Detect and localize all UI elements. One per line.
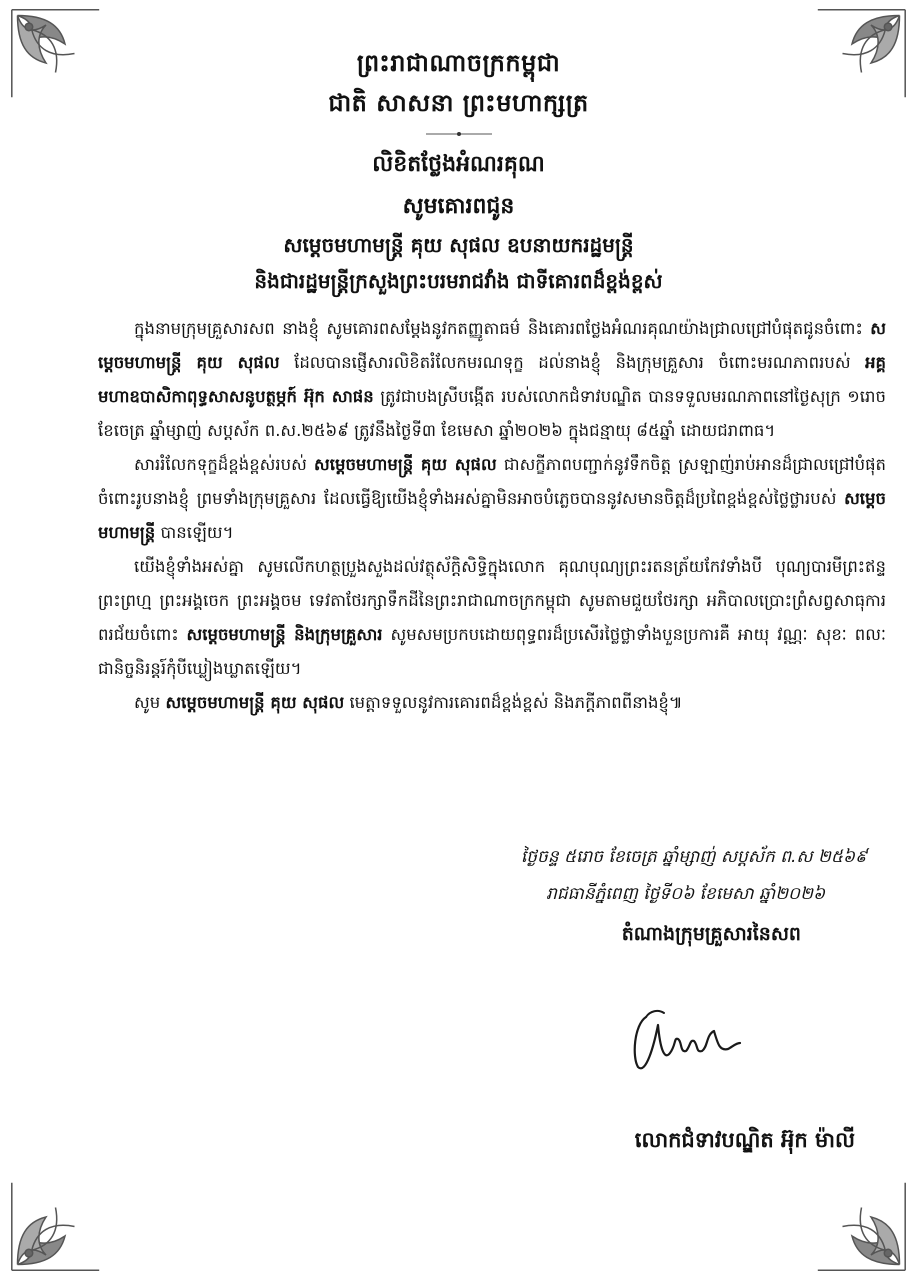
recipient-line-1: សម្តេចមហាមន្ត្រី គុយ សុផល ឧបនាយករដ្ឋមន្ត្រី bbox=[283, 233, 634, 257]
p1-text-a: ក្នុងនាមក្រុមគ្រួសារសព នាងខ្ញុំ សូមគោរពសម្តែងនូវកតញ្ញូតាធម៌ និងគោរពថ្លែងអំណរគុណយ៉ាងជ្រាលជ្រៅបំផុតជូនចំពោះ bbox=[134, 319, 863, 338]
handwritten-signature bbox=[624, 995, 744, 1085]
place-and-date: រាជធានីភ្នំពេញ ថ្ងៃទី០៦ ខែមេសា ឆ្នាំ២០២៦ bbox=[546, 884, 825, 904]
p4-recipient-name: សម្តេចមហាមន្ត្រី គុយ សុផល bbox=[165, 693, 345, 712]
p1-text-e: ត្រូវជាបងស្រីបង្កើត របស់លោកជំទាវបណ្ឌិត បានទទួលមរណភាពនៅថ្ងៃសុក្រ ១រោច ខែចេត្រ ឆ្នាំម្សាញ់ សប្តស័ក ព.ស.២៥៦៩ ត្រូវនឹងថ្ងៃទី៣ ខែមេសា ឆ្នាំ២០២៦ ក្នុងជន្មាយុ ៨៥ឆ្នាំ ដោយជរាពាធ។ bbox=[98, 387, 886, 440]
p3-text-a: យើងខ្ញុំទាំងអស់គ្នា សូមលើកហត្ថប្រួងសួងដល់វត្ថុស័ក្តិសិទ្ធិក្នុងលោក គុណបុណ្យព្រះរតនត្រ័យកែវទាំងបី បុណ្យបារមីព្រះឥន្ទ ព្រះព្រហ្ម ព្រះអង្គចេក ព្រះអង្គចម ទេវតាថែរក្សាទឹកដីនៃព្រះរាជាណាចក្រកម្ពុជា សូមតាមជួយថែរក្សា អភិបាលប្រោះព្រំសព្វសាធុការពរជ័យចំពោះ bbox=[98, 557, 886, 644]
p3-text-c: សូមសមប្រកបដោយពុទ្ធពរដ៏ប្រសើរថ្លៃថ្លាទាំងបួនប្រការគឺ អាយុ វណ្ណៈ សុខៈ ពលៈ ជានិច្ចនិរន្តរ៍កុំបីឃ្លៀងឃ្លាតឡើយ។ bbox=[98, 625, 886, 678]
ornamental-divider bbox=[424, 131, 494, 137]
on-behalf-of-family: តំណាងក្រុមគ្រួសារនៃសព bbox=[621, 923, 801, 945]
p1-deceased-name: អគ្គមហាឧបាសិកាពុទ្ធសាសនូបត្ថម្ភក៍ អ៊ុក សាផន bbox=[98, 353, 887, 406]
paragraph-1 bbox=[98, 312, 886, 448]
salutation: សូមគោរពជូន bbox=[402, 194, 515, 219]
paragraph-4 bbox=[98, 686, 886, 720]
signer-name: លោកជំទាវបណ្ឌិត អ៊ុក ម៉ាលី bbox=[634, 1128, 855, 1152]
motto-header: ជាតិ សាសនា ព្រះមហាក្សត្រ bbox=[328, 89, 589, 117]
corner-ornament-bottom-left bbox=[8, 1179, 103, 1274]
recipient-line-2: និងជារដ្ឋមន្ត្រីក្រសួងព្រះបរមរាជវាំង ជាទីគោរពដ៏ខ្ពង់ខ្ពស់ bbox=[254, 269, 663, 293]
p2-recipient-name: សម្តេចមហាមន្ត្រី គុយ សុផល bbox=[314, 455, 497, 474]
p4-text-c: មេត្តាទទួលនូវការគោរពដ៏ខ្ពង់ខ្ពស់ និងភក្តីភាពពីនាងខ្ញុំ៕ bbox=[349, 693, 683, 712]
paragraph-2 bbox=[98, 448, 886, 550]
paragraph-3 bbox=[98, 550, 886, 686]
p2-text-e: បានឡើយ។ bbox=[160, 523, 234, 542]
p3-recipient-family: សម្តេចមហាមន្ត្រី និងក្រុមគ្រួសារ bbox=[186, 625, 383, 644]
kingdom-header: ព្រះរាជាណាចក្រកម្ពុជា bbox=[356, 49, 561, 77]
letter-body bbox=[98, 312, 886, 720]
corner-ornament-bottom-right bbox=[814, 1179, 909, 1274]
p4-text-a: សូម bbox=[134, 693, 161, 712]
p1-text-c: ដែលបានផ្ញើសារលិខិតរំលែកមរណទុក្ខ ដល់នាងខ្ញុំ និងក្រុមគ្រួសារ ចំពោះមរណភាពរបស់ bbox=[294, 353, 851, 372]
lunar-date: ថ្ងៃចន្ទ ៥រោច ខែចេត្រ ឆ្នាំម្សាញ់ សប្តស័ក ព.ស ២៥៦៩ bbox=[520, 847, 867, 867]
p2-text-c: ជាសក្ខីភាពបញ្ជាក់នូវទឹកចិត្ត ស្រឡាញ់រាប់អានដ៏ជ្រាលជ្រៅបំផុត ចំពោះរូបនាងខ្ញុំ ព្រមទាំងក្រុមគ្រួសារ ដែលធ្វើឱ្យយើងខ្ញុំទាំងអស់គ្នាមិនអាចបំភ្លេចបាននូវសមានចិត្តដ៏ប្រពៃខ្ពង់ខ្ពស់ថ្លៃថ្លារបស់ bbox=[98, 455, 887, 508]
p1-recipient-name: សម្តេចមហាមន្ត្រី គុយ សុផល bbox=[98, 319, 886, 372]
document-title: លិខិតថ្លែងអំណរគុណ bbox=[372, 152, 545, 177]
p2-text-a: សាររំលែកទុក្ខដ៏ខ្ពង់ខ្ពស់របស់ bbox=[134, 455, 307, 474]
p2-recipient-title: សម្តេចមហាមន្ត្រី bbox=[98, 489, 886, 542]
